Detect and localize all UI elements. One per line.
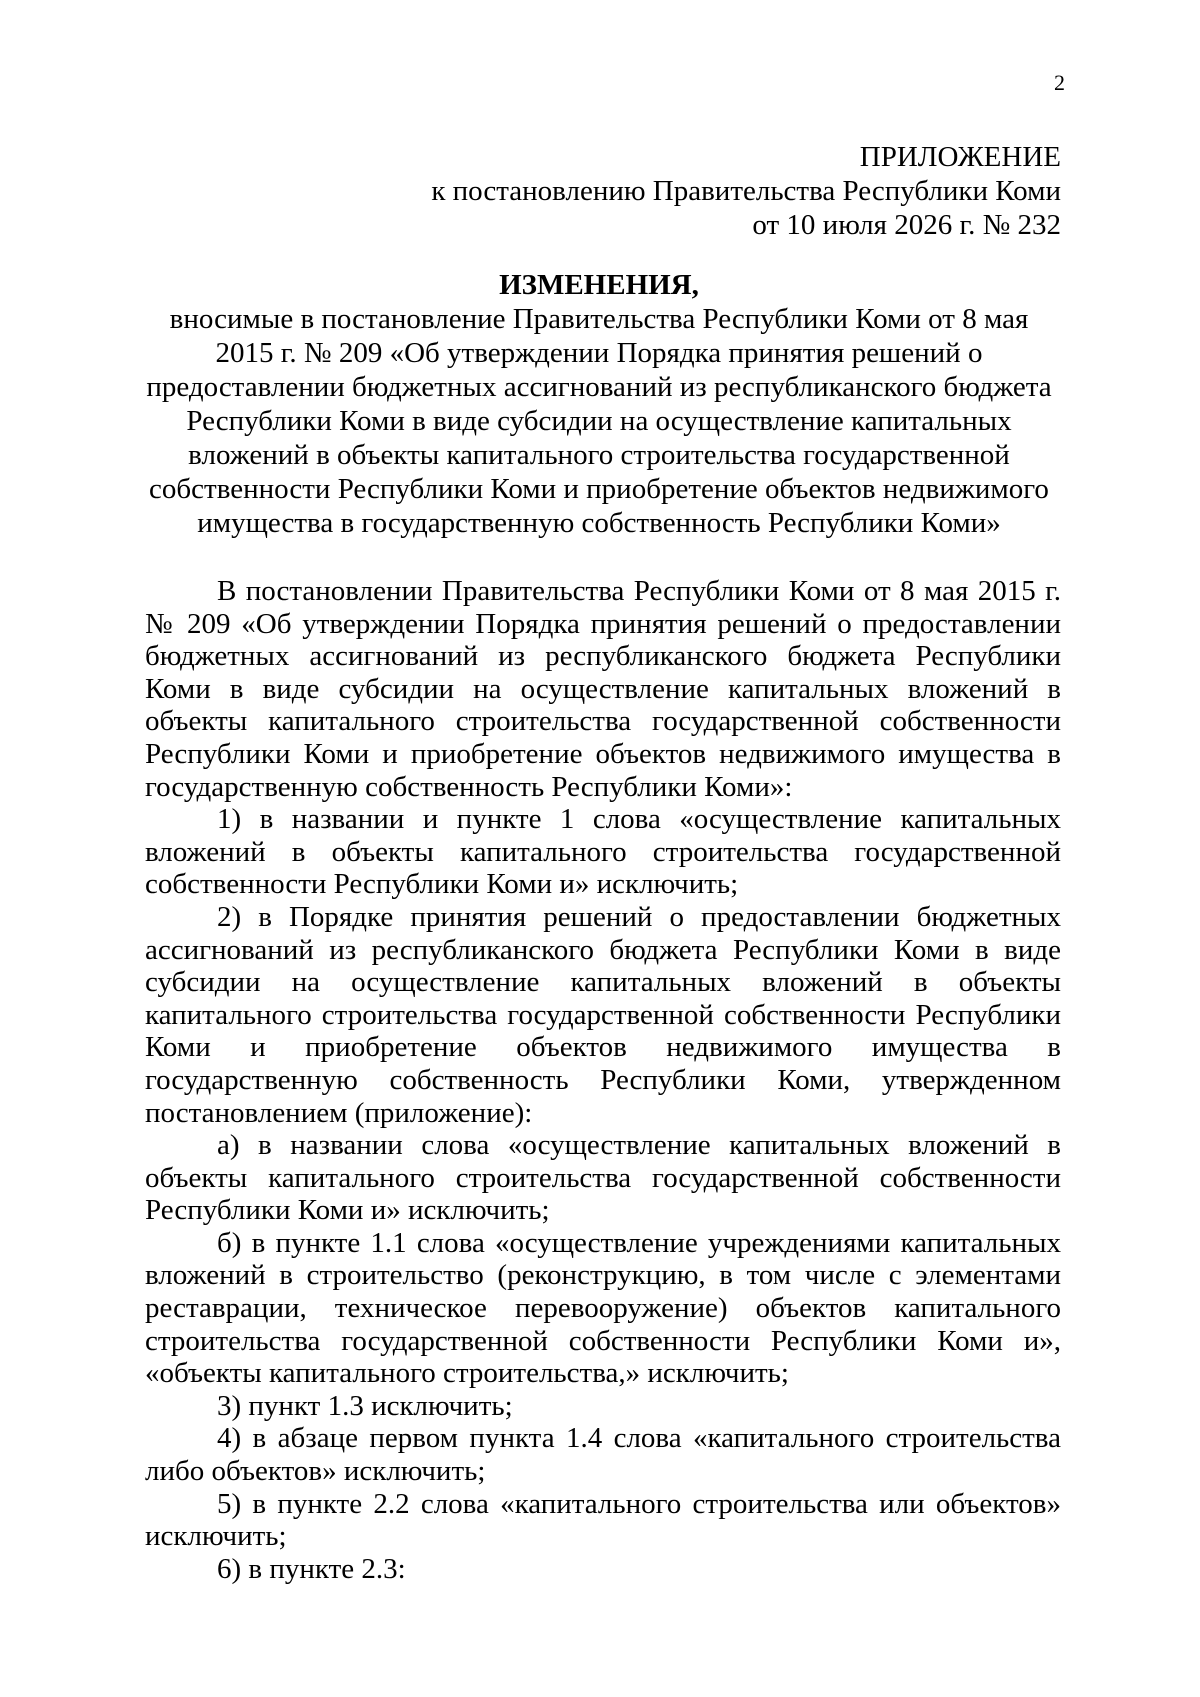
body-paragraph-item-3: 3) пункт 1.3 исключить;	[217, 1389, 513, 1422]
appendix-reference: к постановлению Правительства Республики Коми	[431, 175, 1061, 207]
body-paragraph-item-2: 2) в Порядке принятия решений о предоставлении бюджетных ассигнований из республиканского бюджета Республики Коми в виде субсидии на осуществление капитальных вложений в объекты капитального строительства государственной собственности Республики Коми и приобретение объектов недвижимого имущества в государственную собственность Республики Коми, утвержденном постановлением (приложение):	[145, 900, 1061, 1129]
body-paragraph-item-2a: а) в названии слова «осуществление капитальных вложений в объекты капитального строительства государственной собственности Республики Коми и» исключить;	[145, 1129, 1061, 1227]
appendix-block	[361, 140, 1061, 242]
body-paragraph-item-6: 6) в пункте 2.3:	[217, 1552, 406, 1585]
page-number: 2	[1054, 70, 1065, 95]
document-heading: ИЗМЕНЕНИЯ,	[499, 269, 699, 301]
document-body	[145, 575, 1061, 1585]
appendix-date: от 10 июля 2026 г. № 232	[752, 209, 1061, 241]
document-title-block	[145, 268, 1053, 540]
body-paragraph-item-2b: б) в пункте 1.1 слова «осуществление учреждениями капитальных вложений в строительство (реконструкцию, в том числе с элементами реставрации, техническое перевооружение) объектов капитального строительства государственной собственности Республики Коми и», «объекты капитального строительства,» исключить;	[145, 1226, 1061, 1390]
body-paragraph-item-5: 5) в пункте 2.2 слова «капитального строительства или объектов» исключить;	[145, 1487, 1061, 1553]
body-paragraph-item-1: 1) в названии и пункте 1 слова «осуществление капитальных вложений в объекты капитального строительства государственной собственности Республики Коми и» исключить;	[145, 803, 1061, 901]
body-paragraph-item-4: 4) в абзаце первом пункта 1.4 слова «капитального строительства либо объектов» исключить;	[145, 1422, 1061, 1488]
document-subtitle: вносимые в постановление Правительства Республики Коми от 8 мая 2015 г. № 209 «Об утверждении Порядка принятия решений о предоставлении бюджетных ассигнований из республиканского бюджета Республики Коми в виде субсидии на осуществление капитальных вложений в объекты капитального строительства государственной собственности Республики Коми и приобретение объектов недвижимого имущества в государственную собственность Республики Коми»	[146, 303, 1052, 539]
body-paragraph-intro: В постановлении Правительства Республики Коми от 8 мая 2015 г. № 209 «Об утверждении Порядка принятия решений о предоставлении бюджетных ассигнований из республиканского бюджета Республики Коми в виде субсидии на осуществление капитальных вложений в объекты капитального строительства государственной собственности Республики Коми и приобретение объектов недвижимого имущества в государственную собственность Республики Коми»:	[145, 575, 1061, 803]
appendix-title: ПРИЛОЖЕНИЕ	[859, 141, 1061, 173]
